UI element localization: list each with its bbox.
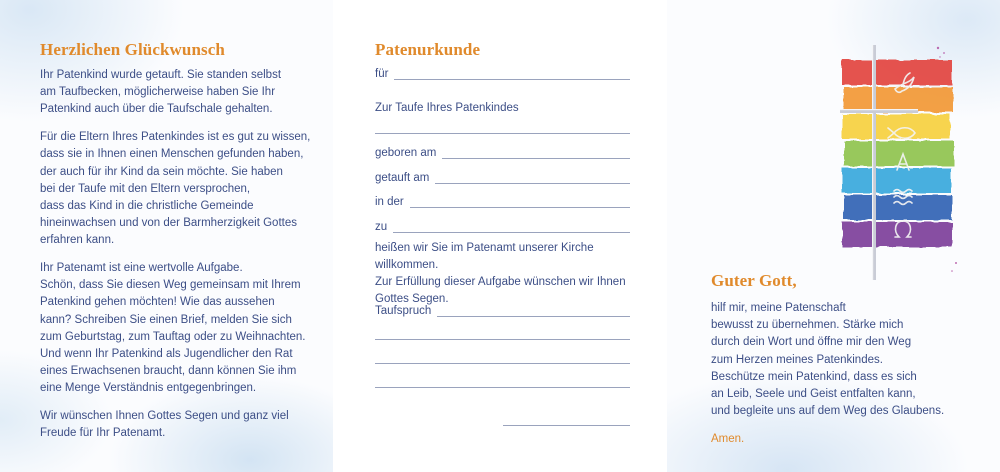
baptism-label: Zur Taufe Ihres Patenkindes — [375, 102, 519, 114]
verse-line-3[interactable] — [375, 363, 630, 364]
baptized-label: getauft am — [375, 172, 430, 184]
prayer-body — [711, 300, 981, 459]
in-label: in der — [375, 196, 404, 208]
verse-line-2[interactable] — [375, 339, 630, 340]
born-field[interactable] — [375, 147, 630, 159]
place-line[interactable] — [393, 222, 630, 233]
amen-text: Amen. — [711, 432, 745, 445]
certificate-panel — [333, 0, 667, 472]
congrats-paragraph-3: Ihr Patenamt ist eine wertvolle Aufgabe. Schön, dass Sie diesen Weg gemeinsam mit Ihrem Patenkind gehen möchten! Wie das aussehen kann? Schreiben Sie einen Brief, melden Sie sich zum Geburtstag, zum Tauftag oder zu Weihnachten. Und wenn Ihr Patenkind als Jugendlicher den Rat eines Erwachsenen braucht, dann können Sie ihm eine Menge Verständnis entgegenbringen. — [40, 262, 306, 395]
baptized-field[interactable] — [375, 172, 630, 184]
for-line[interactable] — [394, 69, 630, 80]
church-line[interactable] — [410, 197, 630, 208]
place-field[interactable] — [375, 221, 630, 233]
congrats-paragraph-4: Wir wünschen Ihnen Gottes Segen und ganz viel Freude für Ihr Patenamt. — [40, 410, 289, 440]
congrats-heading: Herzlichen Glückwunsch — [40, 40, 225, 59]
left-panel — [0, 0, 333, 472]
congrats-text — [40, 67, 320, 453]
for-field[interactable] — [375, 68, 630, 80]
rainbow-stripe — [844, 195, 952, 220]
prayer-heading: Guter Gott, — [711, 271, 797, 290]
rainbow-cross-illustration — [840, 45, 960, 280]
welcome-text: heißen wir Sie im Patenamt unserer Kirche willkommen. Zur Erfüllung dieser Aufgabe wünschen wir Ihnen Gottes Segen. — [375, 242, 626, 305]
for-label: für — [375, 68, 389, 80]
child-name-line[interactable] — [375, 133, 630, 134]
verse-label: Taufspruch — [375, 305, 432, 317]
congrats-paragraph-2: Für die Eltern Ihres Patenkindes ist es gut zu wissen, dass sie in Ihnen einen Menschen gefunden haben, der auch für ihr Kind da sein möchte. Sie haben bei der Taufe mit den Eltern versprochen, dass das Kind in die christliche Gemeinde hineinwachsen und von der Barmherzigkeit Gottes erfahren kann. — [40, 131, 311, 247]
prayer-panel — [667, 0, 1000, 472]
church-field[interactable] — [375, 196, 630, 208]
prayer-text: hilf mir, meine Patenschaft bewusst zu übernehmen. Stärke mich durch dein Wort und öffne mir den Weg zum Herzen meines Patenkindes. Beschütze mein Patenkind, dass es sich an Leib, Seele und Geist entfalten kann, und begleite uns auf dem Weg des Glaubens. — [711, 302, 945, 418]
rainbow-stripe — [842, 60, 952, 85]
born-line[interactable] — [442, 148, 630, 159]
born-label: geboren am — [375, 147, 437, 159]
verse-line[interactable] — [437, 306, 630, 317]
baptized-line[interactable] — [435, 173, 630, 184]
rainbow-stripe — [844, 87, 953, 112]
rainbow-stripe — [844, 141, 954, 166]
congrats-paragraph-1: Ihr Patenkind wurde getauft. Sie standen selbst am Taufbecken, möglicherweise haben Sie Ihr Patenkind auch über die Taufschale gehalten. — [40, 69, 282, 116]
certificate-title: Patenurkunde — [375, 40, 481, 59]
verse-field[interactable] — [375, 305, 630, 317]
at-label: zu — [375, 221, 388, 233]
verse-line-4[interactable] — [375, 387, 630, 388]
signature-line[interactable] — [503, 425, 630, 426]
